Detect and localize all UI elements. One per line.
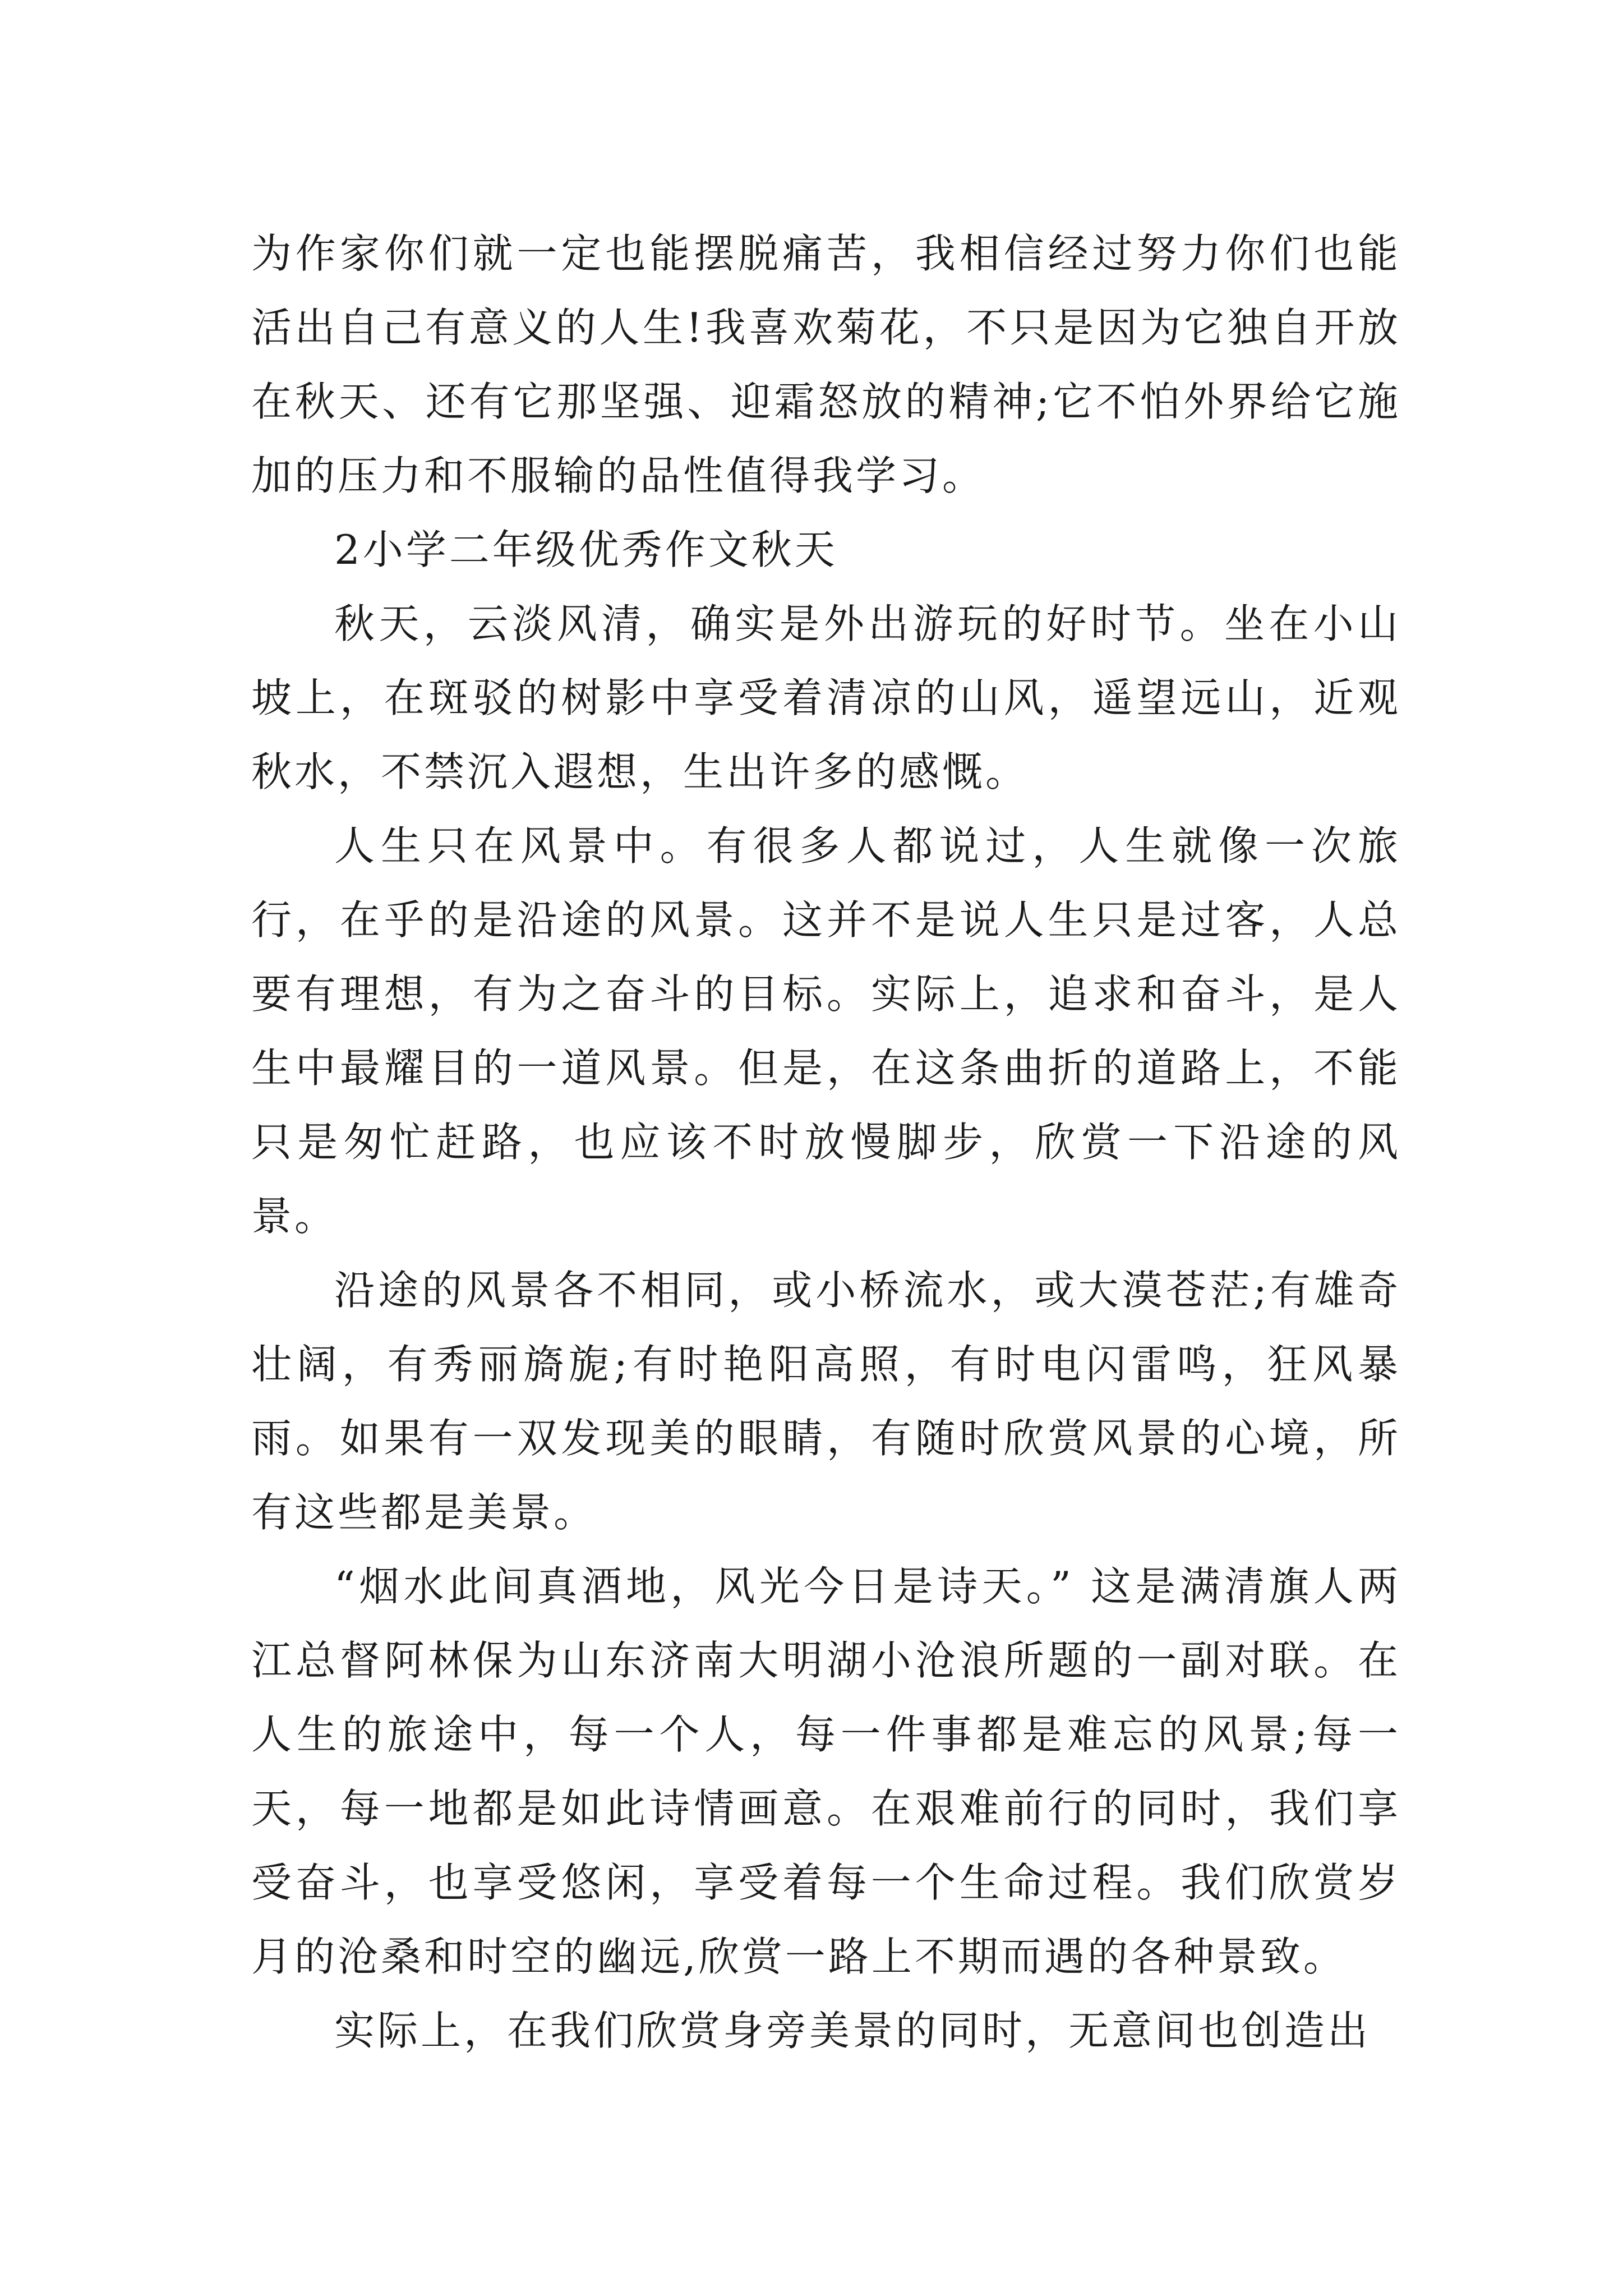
paragraph: 秋天，云淡风清，确实是外出游玩的好时节。坐在小山坡上，在斑驳的树影中享受着清凉的山风，遥望远山，近观秋水，不禁沉入遐想，生出许多的感慨。 [251, 600, 1401, 795]
paragraph-continuation: 为作家你们就一定也能摆脱痛苦，我相信经过努力你们也能活出自己有意义的人生!我喜欢菊花，不只是因为它独自开放在秋天、还有它那坚强、迎霜怒放的精神;它不怕外界给它施加的压力和不服输的品性值得我学习。 [251, 230, 1401, 499]
section-heading: 2小学二年级优秀作文秋天 [334, 526, 838, 573]
paragraph: “烟水此间真酒地，风光今日是诗天。” 这是满清旗人两江总督阿林保为山东济南大明湖小沧浪所题的一副对联。在人生的旅途中，每一个人，每一件事都是难忘的风景;每一天，每一地都是如此诗情画意。在艰难前行的同时，我们享受奋斗，也享受悠闲，享受着每一个生命过程。我们欣赏岁月的沧桑和时空的幽远,欣赏一路上不期而遇的各种景致。 [251, 1563, 1401, 1980]
paragraph: 实际上，在我们欣赏身旁美景的同时，无意间也创造出 [334, 2007, 1371, 2054]
paragraph: 人生只在风景中。有很多人都说过，人生就像一次旅行，在乎的是沿途的风景。这并不是说人生只是过客，人总要有理想，有为之奋斗的目标。实际上，追求和奋斗，是人生中最耀目的一道风景。但是，在这条曲折的道路上，不能只是匆忙赶路，也应该不时放慢脚步，欣赏一下沿途的风景。 [251, 822, 1401, 1240]
document-body [251, 217, 1401, 2068]
paragraph: 沿途的风景各不相同，或小桥流水，或大漠苍茫;有雄奇壮阔，有秀丽旖旎;有时艳阳高照，有时电闪雷鸣，狂风暴雨。如果有一双发现美的眼睛，有随时欣赏风景的心境，所有这些都是美景。 [251, 1267, 1401, 1536]
